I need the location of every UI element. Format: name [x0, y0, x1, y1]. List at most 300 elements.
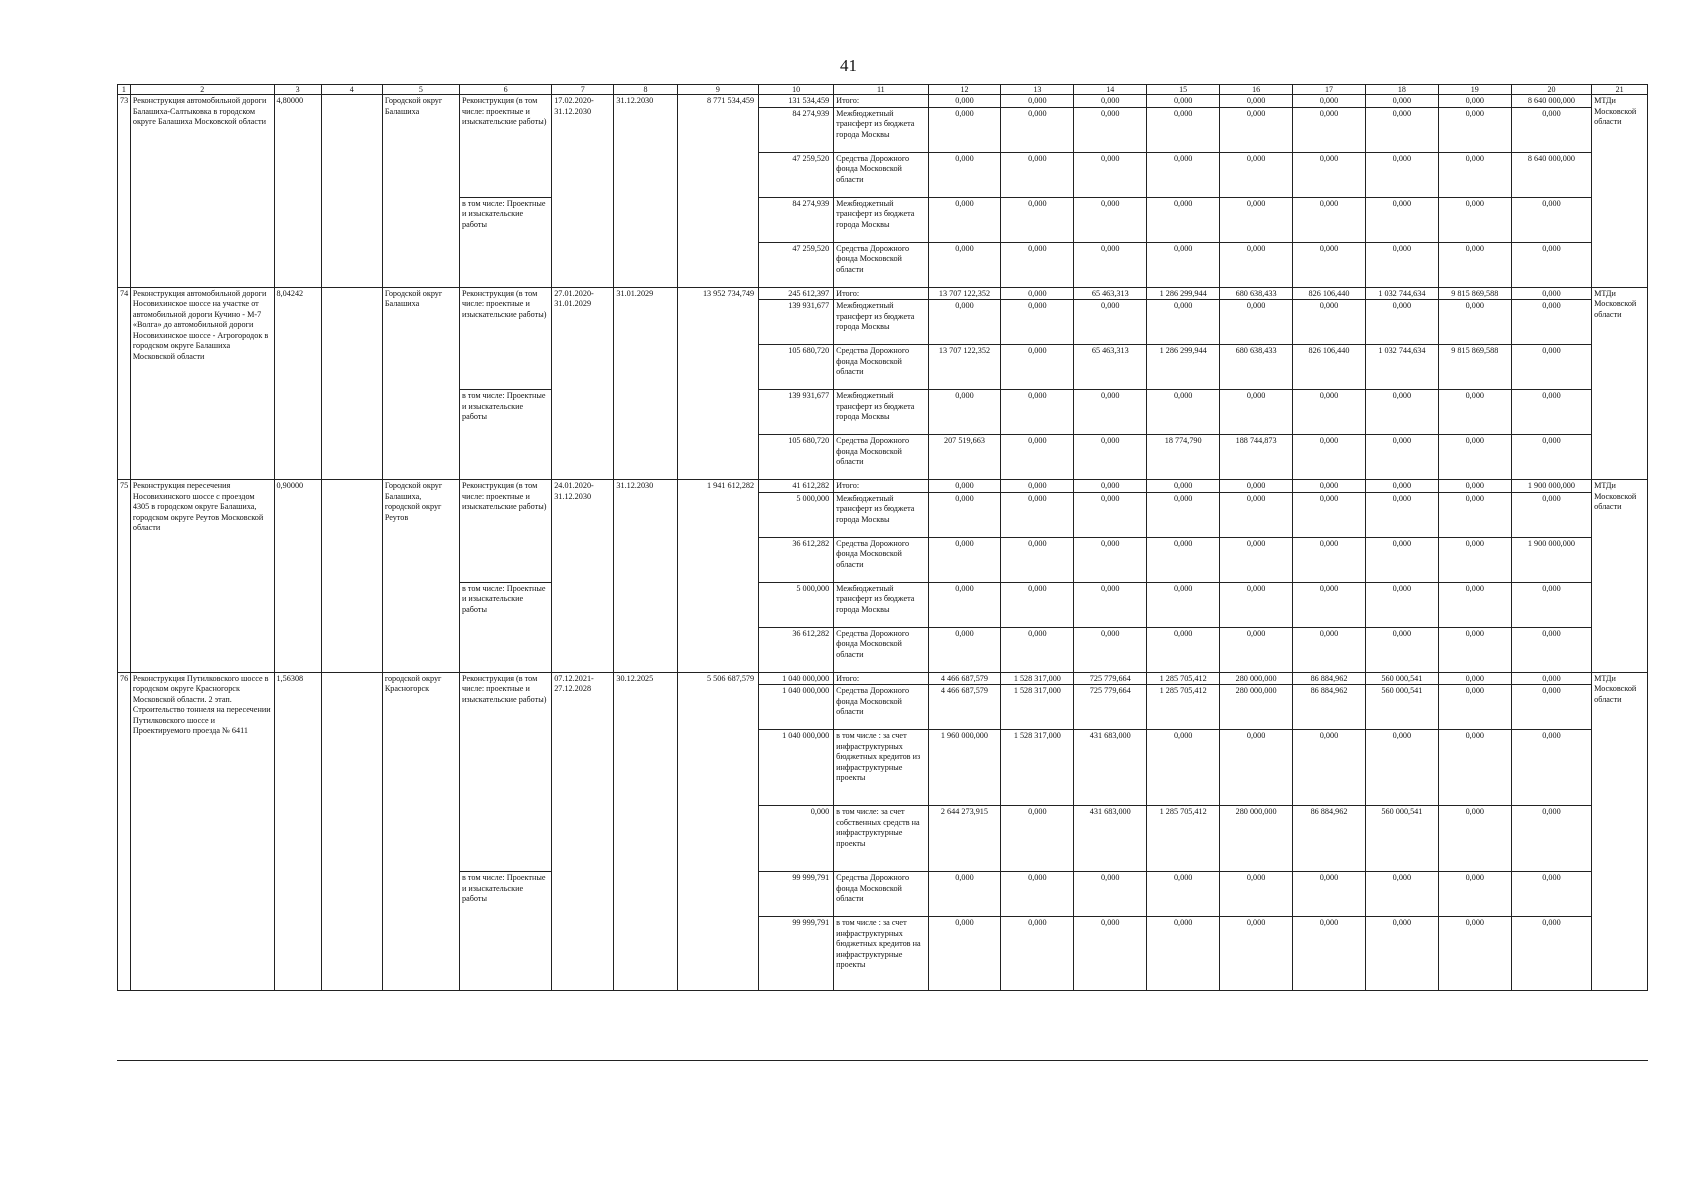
column-number-cell: 16 — [1220, 85, 1293, 95]
year-value-cell: 9 815 869,588 — [1438, 345, 1511, 390]
page-number: 41 — [840, 56, 857, 75]
year-value-cell: 0,000 — [928, 390, 1001, 435]
year-value-cell: 0,000 — [1074, 435, 1147, 480]
funding-source-cell: Межбюджетный трансферт из бюджета города Москвы — [834, 582, 928, 627]
funded-amount-cell: 1 040 000,000 — [759, 730, 834, 806]
municipality-cell: Городской округ Балашиха, городской округ Реутов — [382, 480, 459, 673]
year-value-cell: 0,000 — [1074, 95, 1147, 108]
year-value-cell: 0,000 — [1438, 107, 1511, 152]
year-value-cell: 0,000 — [1293, 627, 1366, 672]
year-value-cell: 0,000 — [1511, 300, 1591, 345]
year-value-cell: 0,000 — [1001, 917, 1074, 991]
funded-amount-cell: 47 259,520 — [759, 242, 834, 287]
entry-number-cell: 73 — [118, 95, 131, 288]
year-value-cell: 0,000 — [1074, 107, 1147, 152]
year-value-cell: 1 285 705,412 — [1147, 672, 1220, 685]
year-value-cell: 0,000 — [1438, 435, 1511, 480]
work-type-cell: Реконструкция (в том числе: проектные и изыскательские работы) — [460, 480, 552, 583]
year-value-cell: 1 286 299,944 — [1147, 345, 1220, 390]
year-value-cell: 86 884,962 — [1293, 672, 1366, 685]
year-value-cell: 0,000 — [1511, 390, 1591, 435]
year-value-cell: 0,000 — [1365, 197, 1438, 242]
year-value-cell: 0,000 — [1220, 872, 1293, 917]
year-value-cell: 0,000 — [1365, 492, 1438, 537]
year-value-cell: 0,000 — [1220, 537, 1293, 582]
year-value-cell: 0,000 — [1147, 152, 1220, 197]
column-number-row — [118, 85, 1648, 95]
customer-cell: МТДи Московской области — [1592, 287, 1648, 480]
year-value-cell: 0,000 — [1365, 95, 1438, 108]
year-value-cell: 0,000 — [1365, 627, 1438, 672]
design-works-cell: в том числе: Проектные и изыскательские работы — [460, 582, 552, 672]
column-number-cell: 10 — [759, 85, 834, 95]
year-value-cell: 0,000 — [1365, 435, 1438, 480]
year-value-cell: 0,000 — [1511, 730, 1591, 806]
year-value-cell: 0,000 — [1438, 685, 1511, 730]
work-type-cell: Реконструкция (в том числе: проектные и изыскательские работы) — [460, 287, 552, 390]
year-value-cell: 207 519,663 — [928, 435, 1001, 480]
year-value-cell: 0,000 — [1001, 197, 1074, 242]
entry-number-cell: 75 — [118, 480, 131, 673]
year-value-cell: 0,000 — [1074, 197, 1147, 242]
year-value-cell: 0,000 — [928, 95, 1001, 108]
year-value-cell: 0,000 — [1147, 917, 1220, 991]
year-value-cell: 0,000 — [1293, 730, 1366, 806]
year-value-cell: 0,000 — [1220, 917, 1293, 991]
year-value-cell: 0,000 — [1365, 730, 1438, 806]
capacity-cell — [321, 95, 382, 288]
funded-amount-cell: 99 999,791 — [759, 872, 834, 917]
table-row — [118, 95, 1648, 108]
year-value-cell: 0,000 — [1074, 537, 1147, 582]
year-value-cell: 0,000 — [1511, 806, 1591, 872]
year-value-cell: 0,000 — [1001, 242, 1074, 287]
year-value-cell: 0,000 — [1293, 872, 1366, 917]
year-value-cell: 0,000 — [1074, 480, 1147, 493]
year-value-cell: 0,000 — [1293, 435, 1366, 480]
year-value-cell: 0,000 — [1438, 582, 1511, 627]
object-name-cell: Реконструкция Путилковского шоссе в городском округе Красногорск Московской области. 2 этап. Строительство тоннеля на пересечении Путилковского шоссе и Проектируемого проезда № 6411 — [130, 672, 274, 991]
column-number-cell: 11 — [834, 85, 928, 95]
year-value-cell: 1 285 705,412 — [1147, 685, 1220, 730]
year-value-cell: 0,000 — [1438, 390, 1511, 435]
year-value-cell: 0,000 — [1001, 480, 1074, 493]
year-value-cell: 560 000,541 — [1365, 685, 1438, 730]
commissioning-date-cell: 31.01.2029 — [614, 287, 677, 480]
year-value-cell: 0,000 — [1147, 95, 1220, 108]
work-period-cell: 17.02.2020- 31.12.2030 — [552, 95, 614, 288]
year-value-cell: 0,000 — [1438, 537, 1511, 582]
budget-table — [117, 84, 1648, 991]
year-value-cell: 0,000 — [1001, 300, 1074, 345]
year-value-cell: 0,000 — [1147, 492, 1220, 537]
customer-cell: МТДи Московской области — [1592, 95, 1648, 288]
column-number-cell: 2 — [130, 85, 274, 95]
year-value-cell: 0,000 — [1365, 242, 1438, 287]
year-value-cell: 0,000 — [928, 152, 1001, 197]
year-value-cell: 0,000 — [1147, 730, 1220, 806]
year-value-cell: 0,000 — [1001, 537, 1074, 582]
year-value-cell: 280 000,000 — [1220, 672, 1293, 685]
year-value-cell: 826 106,440 — [1293, 345, 1366, 390]
year-value-cell: 0,000 — [1147, 107, 1220, 152]
funding-source-cell: Средства Дорожного фонда Московской области — [834, 537, 928, 582]
year-value-cell: 1 900 000,000 — [1511, 480, 1591, 493]
year-value-cell: 0,000 — [928, 537, 1001, 582]
year-value-cell: 0,000 — [1220, 242, 1293, 287]
funded-amount-cell: 139 931,677 — [759, 300, 834, 345]
year-value-cell: 0,000 — [1293, 152, 1366, 197]
year-value-cell: 0,000 — [1074, 627, 1147, 672]
year-value-cell: 0,000 — [1001, 492, 1074, 537]
year-value-cell: 0,000 — [928, 582, 1001, 627]
funded-amount-cell: 36 612,282 — [759, 537, 834, 582]
year-value-cell: 680 638,433 — [1220, 345, 1293, 390]
year-value-cell: 0,000 — [1001, 872, 1074, 917]
year-value-cell: 86 884,962 — [1293, 685, 1366, 730]
year-value-cell: 13 707 122,352 — [928, 287, 1001, 300]
funding-source-cell: Межбюджетный трансферт из бюджета города Москвы — [834, 390, 928, 435]
commissioning-date-cell: 31.12.2030 — [614, 480, 677, 673]
table-row — [118, 287, 1648, 300]
year-value-cell: 0,000 — [1293, 197, 1366, 242]
year-value-cell: 0,000 — [1074, 390, 1147, 435]
design-works-cell: в том числе: Проектные и изыскательские работы — [460, 390, 552, 480]
year-value-cell: 0,000 — [1511, 872, 1591, 917]
length-km-cell: 1,56308 — [274, 672, 321, 991]
year-value-cell: 1 032 744,634 — [1365, 287, 1438, 300]
funding-source-cell: Итого: — [834, 95, 928, 108]
year-value-cell: 0,000 — [1074, 917, 1147, 991]
year-value-cell: 0,000 — [1074, 492, 1147, 537]
funding-source-cell: в том числе: за счет собственных средств на инфраструктурные проекты — [834, 806, 928, 872]
year-value-cell: 13 707 122,352 — [928, 345, 1001, 390]
year-value-cell: 0,000 — [1220, 480, 1293, 493]
column-number-cell: 14 — [1074, 85, 1147, 95]
year-value-cell: 0,000 — [1147, 537, 1220, 582]
year-value-cell: 4 466 687,579 — [928, 685, 1001, 730]
commissioning-date-cell: 31.12.2030 — [614, 95, 677, 288]
year-value-cell: 1 528 317,000 — [1001, 730, 1074, 806]
funding-source-cell: Межбюджетный трансферт из бюджета города Москвы — [834, 197, 928, 242]
funding-source-cell: Итого: — [834, 287, 928, 300]
funding-source-cell: Средства Дорожного фонда Московской области — [834, 152, 928, 197]
year-value-cell: 0,000 — [1220, 197, 1293, 242]
funding-source-cell: Средства Дорожного фонда Московской области — [834, 242, 928, 287]
funded-amount-cell: 84 274,939 — [759, 197, 834, 242]
year-value-cell: 0,000 — [1511, 917, 1591, 991]
funding-source-cell: Средства Дорожного фонда Московской области — [834, 435, 928, 480]
year-value-cell: 0,000 — [1293, 917, 1366, 991]
work-period-cell: 27.01.2020- 31.01.2029 — [552, 287, 614, 480]
year-value-cell: 0,000 — [1511, 107, 1591, 152]
length-km-cell: 8,04242 — [274, 287, 321, 480]
year-value-cell: 0,000 — [1147, 390, 1220, 435]
year-value-cell: 8 640 000,000 — [1511, 95, 1591, 108]
length-km-cell: 4,80000 — [274, 95, 321, 288]
year-value-cell: 0,000 — [1074, 300, 1147, 345]
funded-amount-cell: 139 931,677 — [759, 390, 834, 435]
year-value-cell: 0,000 — [928, 480, 1001, 493]
customer-cell: МТДи Московской области — [1592, 672, 1648, 991]
year-value-cell: 0,000 — [1438, 300, 1511, 345]
funded-amount-cell: 1 040 000,000 — [759, 672, 834, 685]
year-value-cell: 0,000 — [1293, 242, 1366, 287]
municipality-cell: Городской округ Балашиха — [382, 287, 459, 480]
year-value-cell: 0,000 — [928, 492, 1001, 537]
funding-source-cell: Итого: — [834, 480, 928, 493]
year-value-cell: 0,000 — [928, 627, 1001, 672]
year-value-cell: 4 466 687,579 — [928, 672, 1001, 685]
year-value-cell: 0,000 — [1001, 152, 1074, 197]
design-works-cell: в том числе: Проектные и изыскательские работы — [460, 197, 552, 287]
year-value-cell: 0,000 — [1438, 95, 1511, 108]
year-value-cell: 0,000 — [1511, 582, 1591, 627]
column-number-cell: 6 — [460, 85, 552, 95]
column-number-cell: 15 — [1147, 85, 1220, 95]
entry-number-cell: 74 — [118, 287, 131, 480]
year-value-cell: 0,000 — [1438, 242, 1511, 287]
work-type-cell: Реконструкция (в том числе: проектные и изыскательские работы) — [460, 672, 552, 872]
column-number-cell: 5 — [382, 85, 459, 95]
year-value-cell: 0,000 — [1438, 672, 1511, 685]
year-value-cell: 0,000 — [1147, 242, 1220, 287]
year-value-cell: 0,000 — [1220, 730, 1293, 806]
year-value-cell: 0,000 — [1365, 480, 1438, 493]
year-value-cell: 188 744,873 — [1220, 435, 1293, 480]
table-row — [118, 672, 1648, 685]
year-value-cell: 65 463,313 — [1074, 287, 1147, 300]
year-value-cell: 0,000 — [1293, 95, 1366, 108]
year-value-cell: 65 463,313 — [1074, 345, 1147, 390]
year-value-cell: 0,000 — [1511, 685, 1591, 730]
table-row — [118, 480, 1648, 493]
year-value-cell: 0,000 — [1511, 627, 1591, 672]
year-value-cell: 0,000 — [1293, 582, 1366, 627]
year-value-cell: 1 900 000,000 — [1511, 537, 1591, 582]
year-value-cell: 0,000 — [1511, 492, 1591, 537]
year-value-cell: 0,000 — [1293, 480, 1366, 493]
year-value-cell: 0,000 — [1074, 152, 1147, 197]
design-works-cell: в том числе: Проектные и изыскательские работы — [460, 872, 552, 991]
year-value-cell: 0,000 — [1001, 435, 1074, 480]
column-number-cell: 13 — [1001, 85, 1074, 95]
year-value-cell: 280 000,000 — [1220, 685, 1293, 730]
year-value-cell: 826 106,440 — [1293, 287, 1366, 300]
year-value-cell: 0,000 — [928, 917, 1001, 991]
year-value-cell: 0,000 — [928, 107, 1001, 152]
year-value-cell: 0,000 — [1438, 480, 1511, 493]
column-number-cell: 4 — [321, 85, 382, 95]
funded-amount-cell: 1 040 000,000 — [759, 685, 834, 730]
year-value-cell: 560 000,541 — [1365, 672, 1438, 685]
customer-cell: МТДи Московской области — [1592, 480, 1648, 673]
year-value-cell: 0,000 — [1511, 242, 1591, 287]
year-value-cell: 560 000,541 — [1365, 806, 1438, 872]
work-type-cell: Реконструкция (в том числе: проектные и изыскательские работы) — [460, 95, 552, 198]
column-number-cell: 21 — [1592, 85, 1648, 95]
year-value-cell: 0,000 — [1001, 287, 1074, 300]
funded-amount-cell: 5 000,000 — [759, 582, 834, 627]
funding-source-cell: Средства Дорожного фонда Московской области — [834, 627, 928, 672]
year-value-cell: 1 528 317,000 — [1001, 685, 1074, 730]
object-name-cell: Реконструкция автомобильной дороги Балашиха-Салтыковка в городском округе Балашиха Московской области — [130, 95, 274, 288]
year-value-cell: 0,000 — [1438, 872, 1511, 917]
funded-amount-cell: 84 274,939 — [759, 107, 834, 152]
capacity-cell — [321, 287, 382, 480]
year-value-cell: 0,000 — [1220, 107, 1293, 152]
year-value-cell: 0,000 — [1511, 287, 1591, 300]
year-value-cell: 0,000 — [1365, 537, 1438, 582]
column-number-cell: 1 — [118, 85, 131, 95]
year-value-cell: 0,000 — [1438, 806, 1511, 872]
column-number-cell: 9 — [677, 85, 758, 95]
year-value-cell: 0,000 — [1147, 627, 1220, 672]
funding-source-cell: Межбюджетный трансферт из бюджета города Москвы — [834, 300, 928, 345]
year-value-cell: 1 528 317,000 — [1001, 672, 1074, 685]
year-value-cell: 0,000 — [1147, 480, 1220, 493]
funding-source-cell: Межбюджетный трансферт из бюджета города Москвы — [834, 107, 928, 152]
funding-source-cell: Средства Дорожного фонда Московской области — [834, 685, 928, 730]
year-value-cell: 0,000 — [1147, 197, 1220, 242]
funded-amount-cell: 41 612,282 — [759, 480, 834, 493]
year-value-cell: 0,000 — [1293, 390, 1366, 435]
year-value-cell: 0,000 — [1001, 107, 1074, 152]
year-value-cell: 0,000 — [1365, 917, 1438, 991]
year-value-cell: 0,000 — [1365, 300, 1438, 345]
year-value-cell: 0,000 — [1074, 872, 1147, 917]
year-value-cell: 0,000 — [928, 197, 1001, 242]
work-period-cell: 24.01.2020- 31.12.2030 — [552, 480, 614, 673]
municipality-cell: Городской округ Балашиха — [382, 95, 459, 288]
total-cost-cell: 8 771 534,459 — [677, 95, 758, 288]
funded-amount-cell: 245 612,397 — [759, 287, 834, 300]
funding-source-cell: Межбюджетный трансферт из бюджета города Москвы — [834, 492, 928, 537]
year-value-cell: 0,000 — [1438, 197, 1511, 242]
year-value-cell: 0,000 — [1001, 345, 1074, 390]
year-value-cell: 0,000 — [1365, 872, 1438, 917]
year-value-cell: 0,000 — [1147, 300, 1220, 345]
year-value-cell: 725 779,664 — [1074, 672, 1147, 685]
funding-source-cell: в том числе : за счет инфраструктурных бюджетных кредитов из инфраструктурные проекты — [834, 730, 928, 806]
length-km-cell: 0,90000 — [274, 480, 321, 673]
funded-amount-cell: 131 534,459 — [759, 95, 834, 108]
funded-amount-cell: 47 259,520 — [759, 152, 834, 197]
object-name-cell: Реконструкция пересечения Носовихинского шоссе с проездом 4305 в городском округе Балашиха, городском округе Реутов Московской области — [130, 480, 274, 673]
year-value-cell: 0,000 — [1220, 95, 1293, 108]
year-value-cell: 0,000 — [1511, 672, 1591, 685]
year-value-cell: 0,000 — [1220, 390, 1293, 435]
year-value-cell: 0,000 — [1365, 390, 1438, 435]
funding-source-cell: Итого: — [834, 672, 928, 685]
year-value-cell: 0,000 — [1001, 806, 1074, 872]
total-cost-cell: 5 506 687,579 — [677, 672, 758, 991]
year-value-cell: 0,000 — [1220, 627, 1293, 672]
year-value-cell: 2 644 273,915 — [928, 806, 1001, 872]
funding-source-cell: Средства Дорожного фонда Московской области — [834, 345, 928, 390]
year-value-cell: 0,000 — [1220, 582, 1293, 627]
funding-source-cell: в том числе : за счет инфраструктурных бюджетных кредитов на инфраструктурные проекты — [834, 917, 928, 991]
year-value-cell: 0,000 — [1365, 107, 1438, 152]
year-value-cell: 0,000 — [1147, 582, 1220, 627]
municipality-cell: городской округ Красногорск — [382, 672, 459, 991]
year-value-cell: 0,000 — [1511, 345, 1591, 390]
year-value-cell: 431 683,000 — [1074, 806, 1147, 872]
column-number-cell: 18 — [1365, 85, 1438, 95]
total-cost-cell: 1 941 612,282 — [677, 480, 758, 673]
year-value-cell: 0,000 — [1438, 730, 1511, 806]
year-value-cell: 0,000 — [1220, 492, 1293, 537]
year-value-cell: 0,000 — [1365, 582, 1438, 627]
year-value-cell: 0,000 — [1511, 435, 1591, 480]
column-number-cell: 3 — [274, 85, 321, 95]
year-value-cell: 680 638,433 — [1220, 287, 1293, 300]
year-value-cell: 0,000 — [1511, 197, 1591, 242]
commissioning-date-cell: 30.12.2025 — [614, 672, 677, 991]
funded-amount-cell: 105 680,720 — [759, 345, 834, 390]
column-number-cell: 12 — [928, 85, 1001, 95]
entry-number-cell: 76 — [118, 672, 131, 991]
year-value-cell: 0,000 — [1147, 872, 1220, 917]
year-value-cell: 0,000 — [1220, 300, 1293, 345]
total-cost-cell: 13 952 734,749 — [677, 287, 758, 480]
column-number-cell: 20 — [1511, 85, 1591, 95]
year-value-cell: 9 815 869,588 — [1438, 287, 1511, 300]
year-value-cell: 1 285 705,412 — [1147, 806, 1220, 872]
year-value-cell: 725 779,664 — [1074, 685, 1147, 730]
year-value-cell: 0,000 — [1074, 582, 1147, 627]
year-value-cell: 8 640 000,000 — [1511, 152, 1591, 197]
year-value-cell: 18 774,790 — [1147, 435, 1220, 480]
year-value-cell: 0,000 — [1293, 300, 1366, 345]
year-value-cell: 0,000 — [928, 872, 1001, 917]
year-value-cell: 0,000 — [1438, 627, 1511, 672]
funded-amount-cell: 99 999,791 — [759, 917, 834, 991]
year-value-cell: 0,000 — [1001, 95, 1074, 108]
year-value-cell: 0,000 — [1438, 152, 1511, 197]
year-value-cell: 0,000 — [928, 300, 1001, 345]
year-value-cell: 431 683,000 — [1074, 730, 1147, 806]
year-value-cell: 0,000 — [1001, 390, 1074, 435]
year-value-cell: 1 032 744,634 — [1365, 345, 1438, 390]
year-value-cell: 280 000,000 — [1220, 806, 1293, 872]
capacity-cell — [321, 480, 382, 673]
year-value-cell: 0,000 — [928, 242, 1001, 287]
column-number-cell: 19 — [1438, 85, 1511, 95]
year-value-cell: 0,000 — [1001, 582, 1074, 627]
year-value-cell: 0,000 — [1074, 242, 1147, 287]
work-period-cell: 07.12.2021- 27.12.2028 — [552, 672, 614, 991]
object-name-cell: Реконструкция автомобильной дороги Носовихинское шоссе на участке от автомобильной дороги Кучино - М-7 «Волга» до автомобильной дороги Носовихинское шоссе - Агрогородок в городском округе Балашиха Московской области — [130, 287, 274, 480]
year-value-cell: 1 286 299,944 — [1147, 287, 1220, 300]
year-value-cell: 0,000 — [1293, 537, 1366, 582]
capacity-cell — [321, 672, 382, 991]
funded-amount-cell: 0,000 — [759, 806, 834, 872]
column-number-cell: 17 — [1293, 85, 1366, 95]
funded-amount-cell: 105 680,720 — [759, 435, 834, 480]
funded-amount-cell: 36 612,282 — [759, 627, 834, 672]
year-value-cell: 0,000 — [1001, 627, 1074, 672]
year-value-cell: 0,000 — [1365, 152, 1438, 197]
year-value-cell: 0,000 — [1220, 152, 1293, 197]
year-value-cell: 0,000 — [1438, 917, 1511, 991]
year-value-cell: 86 884,962 — [1293, 806, 1366, 872]
budget-table-sheet — [117, 84, 1648, 1061]
year-value-cell: 0,000 — [1293, 492, 1366, 537]
funding-source-cell: Средства Дорожного фонда Московской области — [834, 872, 928, 917]
year-value-cell: 1 960 000,000 — [928, 730, 1001, 806]
year-value-cell: 0,000 — [1438, 492, 1511, 537]
